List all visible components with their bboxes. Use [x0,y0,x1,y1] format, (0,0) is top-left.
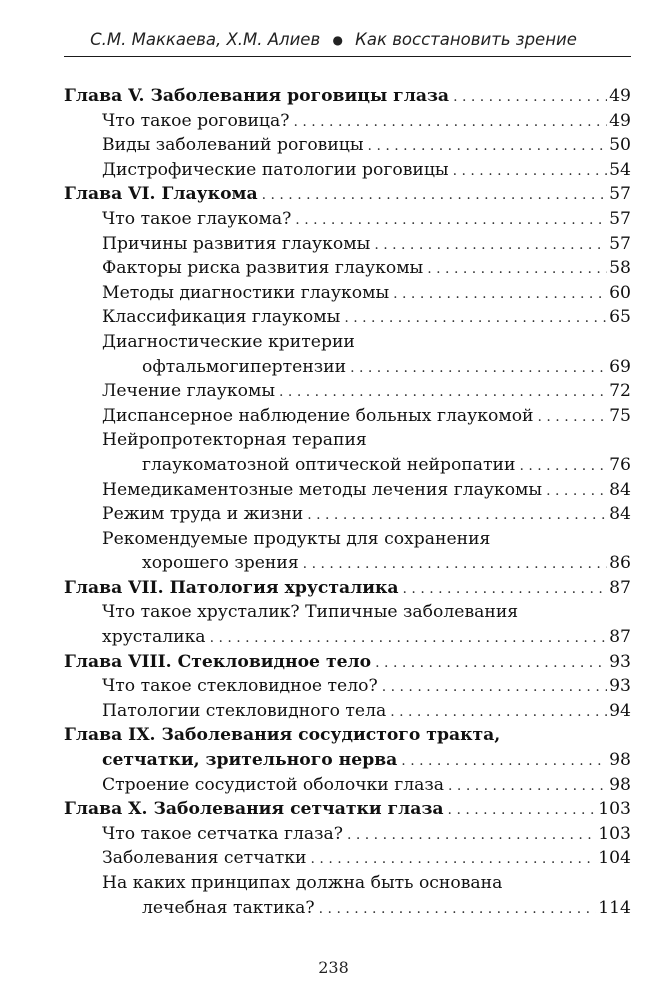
toc-item-row [64,773,631,798]
toc-dot-leader [311,846,597,872]
toc-entry-title: Факторы риска развития глаукомы [102,258,424,279]
toc-page-number: 60 [609,282,631,303]
toc-item-row [64,133,631,158]
toc-item-row [64,699,631,724]
toc-dot-leader [210,625,608,651]
toc-entry-title: Строение сосудистой оболочки глаза [102,774,445,795]
toc-dot-leader [453,84,607,110]
toc-dot-leader [401,748,607,774]
toc-item-row [64,355,631,380]
running-header [0,30,667,49]
toc-page-number: 103 [598,823,631,844]
toc-dot-leader [319,896,597,922]
toc-entry-title: хрусталика [102,627,206,648]
toc-page-number: 98 [609,750,631,771]
toc-item-row [64,404,631,429]
toc-entry-title: Лечение глаукомы [102,381,276,402]
toc-dot-leader [279,379,607,405]
toc-page-number: 87 [609,577,631,598]
header-separator-bullet: ● [332,33,343,47]
toc-entry-title: Глава VIII. Стекловидное тело [64,651,372,672]
toc-item-row [64,232,631,257]
toc-item-row [64,109,631,134]
toc-page-number: 86 [609,553,631,574]
toc-page-number: 69 [609,356,631,377]
toc-chapter-row [64,182,631,207]
toc-entry-title: Нейропротекторная терапия [102,430,367,451]
toc-dot-leader [427,256,607,282]
toc-item-row [64,305,631,330]
toc-item-row [64,625,631,650]
toc-dot-leader [303,551,607,577]
page-number: 238 [318,958,349,977]
toc-page-number: 58 [609,258,631,279]
toc-chapter-row [64,748,631,773]
toc-item-row [64,379,631,404]
toc-entry-title: На каких принципах должна быть основана [102,873,503,893]
toc-chapter-row [64,576,631,601]
toc-page-number: 93 [609,651,631,672]
toc-item-row [64,551,631,576]
toc-page-number: 57 [609,184,631,205]
toc-page-number: 104 [598,848,631,869]
header-rule [64,56,631,57]
toc-entry-title: хорошего зрения [142,553,299,574]
toc-item-row [64,207,631,232]
toc-item-row [64,453,631,478]
toc-dot-leader [350,355,607,381]
toc-page-number: 76 [609,454,631,475]
toc-entry-title: Режим труда и жизни [102,504,304,525]
table-of-contents [64,84,631,920]
toc-page-number: 87 [609,627,631,648]
toc-dot-leader [307,502,607,528]
toc-item-row [64,478,631,503]
toc-dot-leader [403,576,608,602]
toc-page-number: 57 [609,233,631,254]
toc-chapter-row [64,650,631,675]
toc-dot-leader [546,478,607,504]
toc-entry-title: Рекомендуемые продукты для сохранения [102,528,491,549]
toc-item-row [64,600,631,625]
toc-entry-title: Глава X. Заболевания сетчатки глаза [64,799,444,820]
toc-page-number: 93 [609,676,631,697]
toc-dot-leader [393,281,607,307]
toc-entry-title: Дистрофические патологии роговицы [102,159,449,180]
toc-page-number: 57 [609,208,631,229]
toc-entry-title: сетчатки, зрительного нерва [102,750,398,771]
toc-page-number: 50 [609,135,631,156]
toc-page-number: 103 [598,799,631,820]
header-book-title: Как восстановить зрение [355,30,577,49]
toc-dot-leader [374,232,607,258]
toc-chapter-row [64,797,631,822]
toc-entry-title: Глава IX. Заболевания сосудистого тракта, [64,725,501,746]
toc-page-number: 65 [609,307,631,328]
toc-page-number: 75 [609,405,631,426]
toc-item-row [64,896,631,921]
toc-entry-title: Что такое глаукома? [102,208,292,229]
toc-dot-leader [293,109,607,135]
toc-dot-leader [347,822,596,848]
toc-page-number: 98 [609,774,631,795]
toc-dot-leader [448,797,597,823]
toc-dot-leader [344,305,607,331]
toc-entry-title: Что такое роговица? [102,110,290,131]
toc-dot-leader [448,773,607,799]
toc-dot-leader [519,453,607,479]
toc-entry-title: Немедикаментозные методы лечения глаукомы [102,479,543,500]
toc-page-number: 114 [598,897,631,918]
toc-dot-leader [375,650,607,676]
toc-entry-title: глаукоматозной оптической нейропатии [142,454,516,475]
toc-item-row [64,502,631,527]
toc-item-row [64,674,631,699]
toc-entry-title: Что такое стекловидное тело? [102,676,378,697]
toc-entry-title: Что такое хрусталик? Типичные заболевания [102,602,519,623]
toc-item-row [64,846,631,871]
toc-entry-title: Патологии стекловидного тела [102,700,387,721]
toc-dot-leader [262,182,608,208]
toc-entry-title: Что такое сетчатка глаза? [102,823,343,844]
toc-page-number: 94 [609,700,631,721]
toc-page-number: 54 [609,159,631,180]
toc-item-row [64,822,631,847]
toc-page-number: 84 [609,504,631,525]
toc-entry-title: Глава VI. Глаукома [64,184,258,205]
toc-item-row [64,281,631,306]
toc-item-row [64,871,631,896]
toc-entry-title: Причины развития глаукомы [102,233,371,254]
toc-entry-title: Виды заболеваний роговицы [102,135,364,156]
toc-entry-title: Диспансерное наблюдение больных глаукомой [102,405,534,426]
toc-chapter-row [64,723,631,748]
toc-dot-leader [453,158,608,184]
toc-entry-title: Диагностические критерии [102,331,355,352]
toc-item-row [64,428,631,453]
toc-entry-title: Глава VII. Патология хрусталика [64,577,399,598]
toc-item-row [64,527,631,552]
toc-entry-title: лечебная тактика? [142,897,315,918]
toc-dot-leader [390,699,607,725]
header-authors: С.М. Маккаева, Х.М. Алиев [90,30,321,49]
toc-entry-title: Методы диагностики глаукомы [102,282,390,303]
toc-entry-title: офтальмогипертензии [142,356,347,377]
toc-item-row [64,330,631,355]
toc-item-row [64,256,631,281]
toc-item-row [64,158,631,183]
toc-page-number: 49 [609,86,631,106]
toc-entry-title: Классификация глаукомы [102,307,341,328]
toc-chapter-row [64,84,631,109]
toc-dot-leader [538,404,608,430]
toc-page-number: 84 [609,479,631,500]
toc-dot-leader [382,674,607,700]
toc-entry-title: Глава V. Заболевания роговицы глаза [64,86,450,106]
toc-page-number: 72 [609,381,631,402]
toc-page-number: 49 [609,110,631,131]
toc-entry-title: Заболевания сетчатки [102,848,307,869]
toc-dot-leader [295,207,607,233]
toc-dot-leader [368,133,608,159]
